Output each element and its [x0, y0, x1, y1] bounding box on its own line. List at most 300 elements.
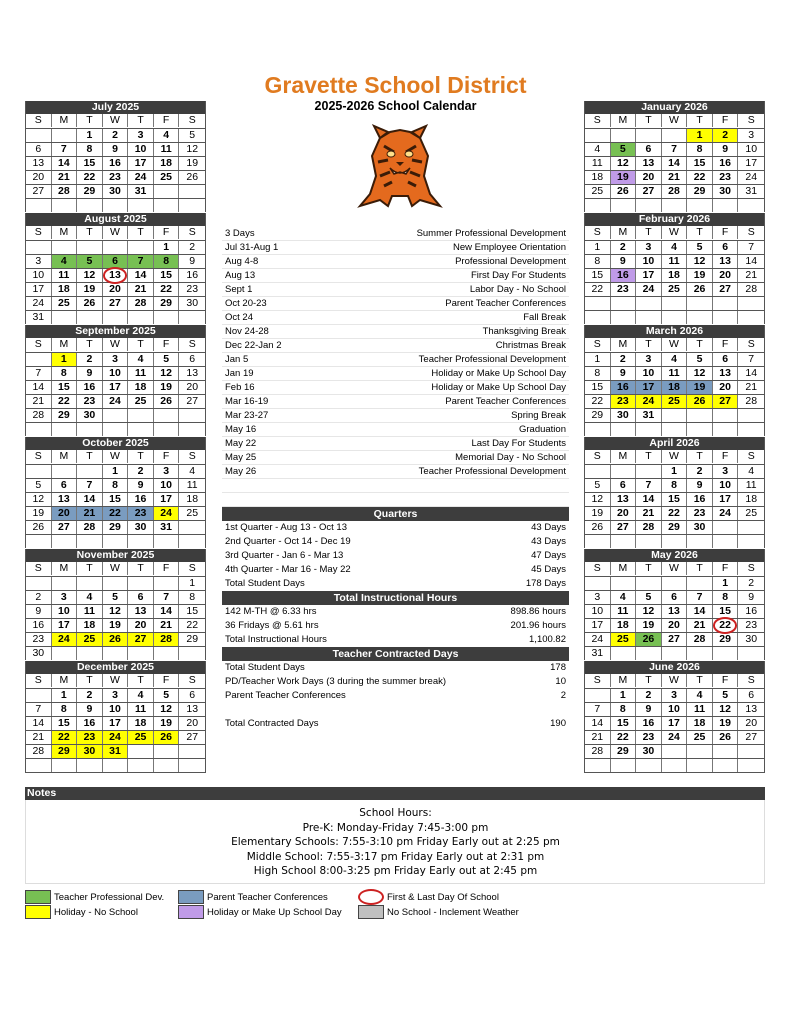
summary-value: 2 — [560, 690, 566, 701]
contracted-row — [222, 703, 569, 717]
summary-label: Total Instructional Hours — [225, 634, 327, 645]
legend-swatch — [178, 905, 204, 919]
summary-label: Parent Teacher Conferences — [225, 690, 346, 701]
day-cell: 24 — [154, 507, 180, 520]
day-cell: 26 — [585, 521, 611, 534]
week-row — [585, 156, 764, 170]
summary-value: 898.86 hours — [510, 606, 566, 617]
day-cell — [687, 535, 713, 548]
day-cell: 26 — [154, 395, 180, 408]
week-row — [26, 646, 205, 660]
day-cell — [77, 423, 103, 436]
day-cell: 23 — [713, 171, 739, 184]
day-cell — [713, 311, 739, 324]
weekday-label: T — [687, 562, 713, 575]
day-cell: 2 — [77, 353, 103, 366]
weekday-label: F — [713, 450, 739, 463]
day-cell — [154, 423, 180, 436]
day-cell: 15 — [52, 717, 78, 730]
day-cell: 10 — [636, 367, 662, 380]
week-row — [26, 422, 205, 436]
event-date: Jan 19 — [225, 368, 254, 379]
day-cell: 14 — [745, 367, 758, 379]
day-cell: 23 — [77, 395, 103, 408]
day-cell: 21 — [154, 619, 180, 632]
weekday-header-row — [26, 114, 205, 128]
day-cell: 20 — [52, 507, 78, 520]
event-row — [222, 409, 569, 423]
day-cell: 19 — [636, 619, 662, 632]
day-cell: 23 — [103, 171, 129, 184]
day-cell: 12 — [154, 703, 180, 716]
day-cell: 5 — [154, 689, 180, 702]
day-cell: 11 — [128, 703, 154, 716]
day-cell: 17 — [636, 269, 662, 282]
day-cell — [585, 199, 611, 212]
day-cell: 21 — [26, 395, 52, 408]
day-cell — [26, 423, 52, 436]
day-cell — [154, 535, 180, 548]
summary-label: 2nd Quarter - Oct 14 - Dec 19 — [225, 536, 351, 547]
day-cell: 27 — [611, 521, 637, 534]
hours-line: Middle School: 7:55-3:17 pm Friday Early out at 2:31 pm — [246, 850, 545, 863]
event-date: Jul 31-Aug 1 — [225, 242, 279, 253]
legend-swatch — [25, 890, 51, 904]
day-cell: 30 — [713, 185, 739, 198]
day-cell: 30 — [186, 297, 199, 309]
day-cell: 18 — [585, 171, 611, 184]
day-cell: 14 — [636, 493, 662, 506]
day-cell — [738, 199, 764, 212]
day-cell — [636, 577, 662, 590]
week-row — [26, 604, 205, 618]
day-cell: 27 — [186, 395, 199, 407]
day-cell: 9 — [687, 479, 713, 492]
week-row — [585, 254, 764, 268]
day-cell: 19 — [713, 717, 739, 730]
contracted-row — [222, 717, 569, 731]
day-cell: 1 — [713, 577, 739, 590]
day-cell — [26, 199, 52, 212]
event-row — [222, 325, 569, 339]
day-cell: 31 — [745, 185, 758, 197]
day-cell — [636, 129, 662, 142]
day-cell: 22 — [585, 283, 611, 296]
day-cell: 13 — [662, 605, 688, 618]
event-description: Holiday or Make Up School Day — [431, 368, 566, 379]
day-cell — [154, 409, 180, 422]
day-cell: 31 — [636, 409, 662, 422]
quarters-row — [222, 563, 569, 577]
day-cell — [52, 423, 78, 436]
hours-line: Pre-K: Monday-Friday 7:45-3:00 pm — [302, 821, 489, 834]
day-cell: 20 — [611, 507, 637, 520]
day-cell — [662, 199, 688, 212]
day-cell: 25 — [585, 185, 611, 198]
day-cell: 3 — [636, 241, 662, 254]
quarters-row — [222, 577, 569, 591]
weekday-label: S — [585, 338, 611, 351]
day-cell — [611, 759, 637, 772]
notes-heading: Notes — [25, 787, 765, 800]
day-cell — [103, 647, 129, 660]
week-row — [585, 576, 764, 590]
day-cell: 14 — [128, 269, 154, 282]
hours-row — [222, 633, 569, 647]
event-date: Oct 20-23 — [225, 298, 267, 309]
day-cell: 5 — [103, 591, 129, 604]
day-cell: 4 — [77, 591, 103, 604]
month-name: December 2025 — [26, 661, 205, 674]
day-cell: 7 — [26, 703, 52, 716]
day-cell: 24 — [585, 633, 611, 646]
day-cell: 1 — [662, 465, 688, 478]
day-cell: 6 — [26, 143, 52, 156]
event-description: Graduation — [518, 424, 566, 435]
day-cell — [77, 241, 103, 254]
day-cell: 27 — [26, 185, 52, 198]
day-cell: 10 — [52, 605, 78, 618]
day-cell: 18 — [52, 283, 78, 296]
day-cell — [662, 535, 688, 548]
day-cell: 20 — [745, 717, 758, 729]
weekday-label: W — [662, 674, 688, 687]
day-cell — [611, 311, 637, 324]
day-cell — [687, 759, 713, 772]
month-calendar — [584, 437, 765, 548]
weekday-label: W — [662, 562, 688, 575]
day-cell: 12 — [687, 255, 713, 268]
day-cell — [128, 745, 154, 758]
event-description: Professional Development — [455, 256, 566, 267]
day-cell: 1 — [585, 353, 611, 366]
day-cell — [77, 311, 103, 324]
day-cell — [52, 311, 78, 324]
day-cell: 8 — [154, 255, 180, 268]
day-cell: 21 — [662, 171, 688, 184]
day-cell — [611, 647, 637, 660]
day-cell — [687, 647, 713, 660]
event-row — [222, 465, 569, 479]
weekday-label: S — [188, 674, 196, 686]
weekday-label: S — [747, 114, 755, 126]
day-cell: 9 — [636, 703, 662, 716]
day-cell: 30 — [77, 745, 103, 758]
summary-value: 201.96 hours — [510, 620, 566, 631]
day-cell — [179, 311, 205, 324]
day-cell: 3 — [154, 465, 180, 478]
legend-label: No School - Inclement Weather — [387, 906, 519, 918]
day-cell — [636, 535, 662, 548]
event-description: Holiday or Make Up School Day — [431, 382, 566, 393]
summary-label: PD/Teacher Work Days (3 during the summer break) — [225, 676, 447, 687]
week-row — [585, 198, 764, 212]
weekday-label: S — [747, 450, 755, 462]
event-date: May 25 — [225, 452, 257, 463]
quarters-row — [222, 549, 569, 563]
day-cell: 30 — [745, 633, 758, 645]
day-cell — [636, 465, 662, 478]
day-cell — [585, 129, 611, 142]
weekday-header-row — [585, 450, 764, 464]
summary-label: 4th Quarter - Mar 16 - May 22 — [225, 564, 351, 575]
event-description: Labor Day - No School — [469, 284, 566, 295]
summary-value: 45 Days — [531, 564, 566, 575]
day-cell: 29 — [687, 185, 713, 198]
day-cell: 10 — [662, 703, 688, 716]
day-cell: 21 — [636, 507, 662, 520]
day-cell — [611, 297, 637, 310]
month-name: July 2025 — [26, 101, 205, 114]
week-row — [26, 408, 205, 422]
day-cell — [179, 647, 205, 660]
day-cell: 10 — [103, 367, 129, 380]
day-cell: 11 — [77, 605, 103, 618]
day-cell: 1 — [687, 129, 713, 142]
weekday-label: M — [611, 114, 637, 127]
day-cell — [26, 535, 52, 548]
day-cell: 11 — [745, 479, 757, 491]
month-calendar — [25, 437, 206, 548]
day-cell: 13 — [52, 493, 78, 506]
day-cell — [662, 297, 688, 310]
day-cell — [636, 647, 662, 660]
day-cell — [26, 577, 52, 590]
legend-item — [25, 905, 138, 919]
week-row — [585, 506, 764, 520]
day-cell — [611, 465, 637, 478]
weekday-label: W — [662, 338, 688, 351]
day-cell — [52, 647, 78, 660]
day-cell: 23 — [745, 619, 758, 631]
weekday-header-row — [585, 562, 764, 576]
weekday-label: F — [713, 114, 739, 127]
day-cell: 14 — [26, 717, 52, 730]
day-cell: 29 — [662, 521, 688, 534]
day-cell: 31 — [103, 745, 129, 758]
tiger-mascot-icon — [350, 116, 450, 208]
quarters-heading: Quarters — [222, 507, 569, 521]
day-cell: 27 — [52, 521, 78, 534]
day-cell: 27 — [128, 633, 154, 646]
day-cell: 7 — [154, 591, 180, 604]
day-cell: 14 — [662, 157, 688, 170]
weekday-header-row — [585, 226, 764, 240]
day-cell: 18 — [128, 717, 154, 730]
day-cell: 4 — [748, 465, 755, 477]
event-description: Thanksgiving Break — [482, 326, 566, 337]
day-cell: 29 — [103, 521, 129, 534]
weekday-header-row — [26, 674, 205, 688]
day-cell: 10 — [128, 143, 154, 156]
day-cell: 17 — [662, 717, 688, 730]
day-cell — [636, 297, 662, 310]
event-date: Aug 13 — [225, 270, 256, 281]
month-name: October 2025 — [26, 437, 205, 450]
event-date: May 16 — [225, 424, 257, 435]
day-cell: 29 — [713, 633, 739, 646]
weekday-label: T — [77, 114, 103, 127]
weekday-label: W — [103, 114, 129, 127]
weekday-header-row — [26, 338, 205, 352]
day-cell: 7 — [128, 255, 154, 268]
event-row — [222, 353, 569, 367]
day-cell: 18 — [662, 269, 688, 282]
day-cell: 12 — [636, 605, 662, 618]
weekday-label: S — [747, 562, 755, 574]
day-cell: 12 — [687, 367, 713, 380]
day-cell: 10 — [713, 479, 739, 492]
day-cell: 22 — [687, 171, 713, 184]
day-cell — [154, 185, 180, 198]
day-cell: 4 — [662, 353, 688, 366]
week-row — [585, 268, 764, 282]
day-cell: 31 — [26, 311, 52, 324]
weekday-label: T — [128, 226, 154, 239]
day-cell: 14 — [77, 493, 103, 506]
day-cell — [585, 465, 611, 478]
day-cell: 1 — [154, 241, 180, 254]
summary-value: 43 Days — [531, 522, 566, 533]
day-cell: 28 — [128, 297, 154, 310]
day-cell: 11 — [128, 367, 154, 380]
event-row — [222, 451, 569, 465]
month-calendar — [25, 549, 206, 660]
day-cell: 30 — [128, 521, 154, 534]
week-row — [26, 520, 205, 534]
day-cell: 13 — [713, 367, 739, 380]
day-cell — [128, 241, 154, 254]
weekday-label: T — [77, 562, 103, 575]
day-cell — [611, 199, 637, 212]
day-cell: 13 — [713, 255, 739, 268]
day-cell: 5 — [154, 353, 180, 366]
day-cell — [52, 535, 78, 548]
weekday-label: W — [662, 450, 688, 463]
day-cell: 13 — [745, 703, 758, 715]
day-cell — [128, 311, 154, 324]
day-cell: 7 — [636, 479, 662, 492]
summary-value: 1,100.82 — [529, 634, 566, 645]
weekday-header-row — [26, 450, 205, 464]
day-cell — [662, 647, 688, 660]
day-cell: 20 — [186, 381, 199, 393]
summary-value: 47 Days — [531, 550, 566, 561]
day-cell — [179, 409, 205, 422]
day-cell — [713, 199, 739, 212]
day-cell — [52, 241, 78, 254]
month-calendar — [25, 325, 206, 436]
day-cell: 9 — [748, 591, 755, 603]
day-cell: 13 — [103, 269, 129, 282]
week-row — [26, 282, 205, 296]
event-description: Parent Teacher Conferences — [445, 396, 566, 407]
hours-list — [222, 605, 569, 647]
day-cell: 3 — [128, 129, 154, 142]
day-cell — [738, 297, 764, 310]
day-cell: 6 — [103, 255, 129, 268]
day-cell — [103, 759, 129, 772]
day-cell: 15 — [186, 605, 199, 617]
weekday-label: S — [26, 450, 52, 463]
day-cell — [738, 535, 764, 548]
day-cell — [611, 129, 637, 142]
day-cell: 18 — [687, 717, 713, 730]
day-cell: 10 — [154, 479, 180, 492]
weekday-label: T — [687, 338, 713, 351]
day-cell: 19 — [154, 717, 180, 730]
day-cell: 28 — [687, 633, 713, 646]
day-cell: 27 — [745, 731, 758, 743]
day-cell — [713, 647, 739, 660]
day-cell: 2 — [748, 577, 755, 589]
day-cell: 30 — [611, 409, 637, 422]
week-row — [585, 142, 764, 156]
week-row — [26, 534, 205, 548]
day-cell: 11 — [662, 367, 688, 380]
contracted-row — [222, 689, 569, 703]
day-cell — [636, 759, 662, 772]
weekday-label: S — [585, 114, 611, 127]
day-cell — [128, 423, 154, 436]
week-row — [585, 394, 764, 408]
event-description: Fall Break — [523, 312, 566, 323]
weekday-label: S — [747, 226, 755, 238]
week-row — [26, 506, 205, 520]
weekday-label: T — [128, 450, 154, 463]
day-cell — [585, 311, 611, 324]
week-row — [585, 646, 764, 660]
day-cell: 28 — [154, 633, 180, 646]
day-cell: 29 — [154, 297, 180, 310]
weekday-label: W — [662, 226, 688, 239]
day-cell: 6 — [636, 143, 662, 156]
day-cell: 23 — [186, 283, 199, 295]
event-row — [222, 297, 569, 311]
day-cell — [154, 199, 180, 212]
day-cell: 24 — [636, 283, 662, 296]
day-cell — [636, 423, 662, 436]
day-cell — [128, 535, 154, 548]
day-cell: 25 — [687, 731, 713, 744]
month-name: April 2026 — [585, 437, 764, 450]
day-cell — [585, 577, 611, 590]
day-cell: 30 — [77, 409, 103, 422]
day-cell — [585, 297, 611, 310]
weekday-label: S — [188, 114, 196, 126]
day-cell: 4 — [128, 689, 154, 702]
day-cell — [103, 535, 129, 548]
day-cell: 25 — [662, 283, 688, 296]
week-row — [26, 618, 205, 632]
day-cell: 14 — [585, 717, 611, 730]
day-cell: 11 — [611, 605, 637, 618]
day-cell: 25 — [186, 507, 199, 519]
day-cell: 27 — [186, 731, 199, 743]
day-cell: 26 — [186, 171, 199, 183]
day-cell: 20 — [662, 619, 688, 632]
event-row — [222, 479, 569, 493]
day-cell: 19 — [687, 381, 713, 394]
weekday-label: M — [611, 450, 637, 463]
week-row — [585, 618, 764, 632]
day-cell: 9 — [189, 255, 196, 267]
day-cell: 8 — [189, 591, 196, 603]
week-row — [585, 184, 764, 198]
day-cell: 15 — [52, 381, 78, 394]
day-cell: 25 — [662, 395, 688, 408]
day-cell: 7 — [687, 591, 713, 604]
